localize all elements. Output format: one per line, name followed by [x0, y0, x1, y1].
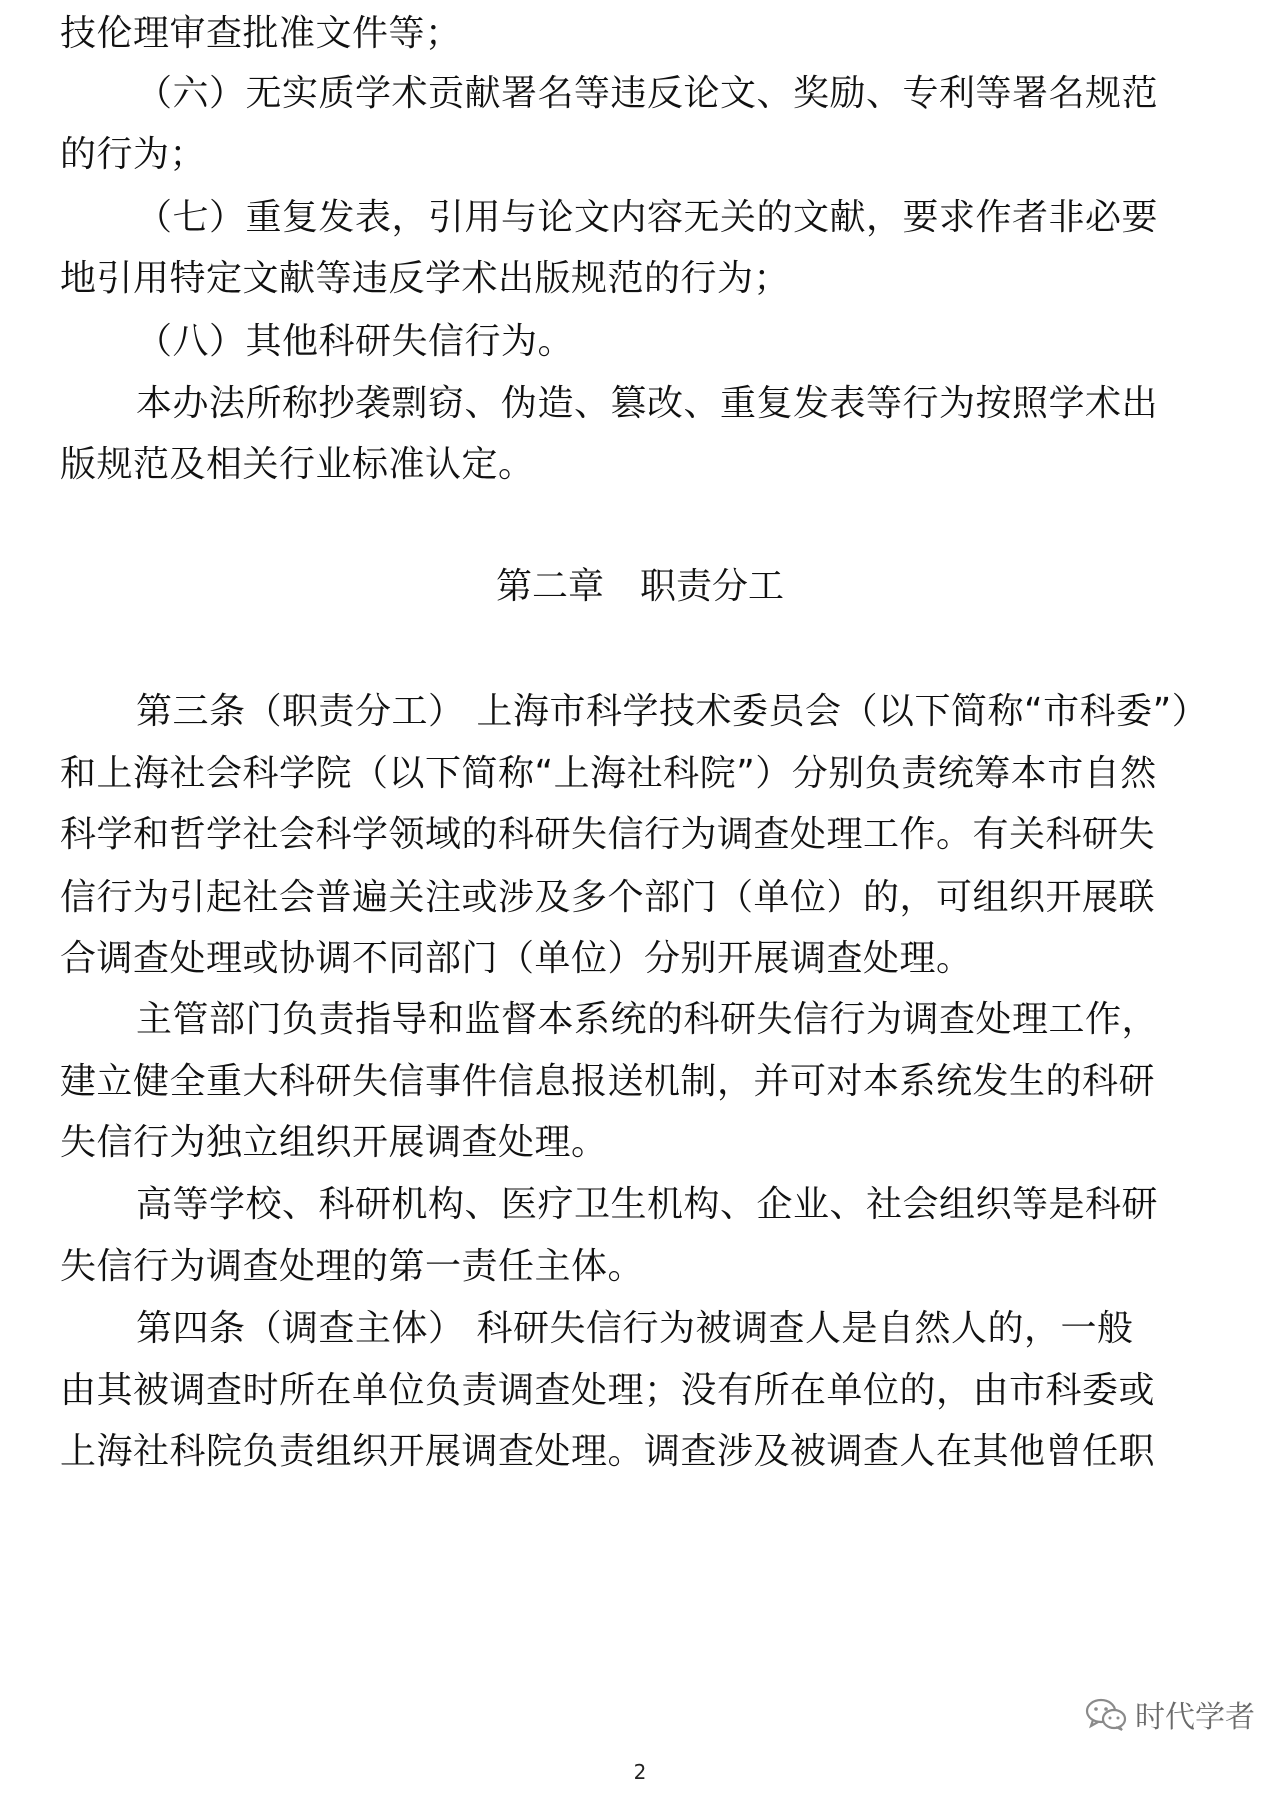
text-line: 第四条（调查主体） 科研失信行为被调查人是自然人的，一般	[136, 1308, 1134, 1349]
text-line: 技伦理审查批准文件等；	[60, 13, 462, 54]
text-line: 本办法所称抄袭剽窃、伪造、篡改、重复发表等行为按照学术出	[136, 383, 1159, 424]
text-line: 合调查处理或协调不同部门（单位）分别开展调查处理。	[60, 938, 973, 979]
watermark-text: 时代学者	[1135, 1700, 1255, 1735]
text-line: 高等学校、科研机构、医疗卫生机构、企业、社会组织等是科研	[136, 1184, 1159, 1225]
text-line: 建立健全重大科研失信事件信息报送机制，并可对本系统发生的科研	[60, 1061, 1156, 1102]
text-line: （六）无实质学术贡献署名等违反论文、奖励、专利等署名规范	[136, 73, 1159, 114]
text-line: 和上海社会科学院（以下简称“上海社科院”）分别负责统筹本市自然	[60, 753, 1157, 794]
text-line: （八）其他科研失信行为。	[136, 321, 575, 362]
chapter-heading: 第二章 职责分工	[495, 566, 784, 607]
page-number: 2	[633, 1760, 647, 1784]
text-line: 的行为；	[60, 134, 207, 175]
text-line: 主管部门负责指导和监督本系统的科研失信行为调查处理工作，	[136, 999, 1159, 1040]
text-line: （七）重复发表，引用与论文内容无关的文献，要求作者非必要	[136, 197, 1159, 238]
watermark	[1085, 1692, 1255, 1736]
text-line: 科学和哲学社会科学领域的科研失信行为调查处理工作。有关科研失	[60, 814, 1156, 855]
text-line: 第三条（职责分工） 上海市科学技术委员会（以下简称“市科委”）	[136, 691, 1209, 732]
text-line: 失信行为独立组织开展调查处理。	[60, 1122, 608, 1163]
text-line: 失信行为调查处理的第一责任主体。	[60, 1246, 645, 1287]
wechat-icon	[1085, 1697, 1127, 1731]
text-line: 上海社科院负责组织开展调查处理。调查涉及被调查人在其他曾任职	[60, 1431, 1156, 1472]
text-line: 版规范及相关行业标准认定。	[60, 444, 535, 485]
text-line: 地引用特定文献等违反学术出版规范的行为；	[60, 258, 791, 299]
text-line: 由其被调查时所在单位负责调查处理；没有所在单位的，由市科委或	[60, 1370, 1156, 1411]
text-line: 信行为引起社会普遍关注或涉及多个部门（单位）的，可组织开展联	[60, 877, 1156, 918]
